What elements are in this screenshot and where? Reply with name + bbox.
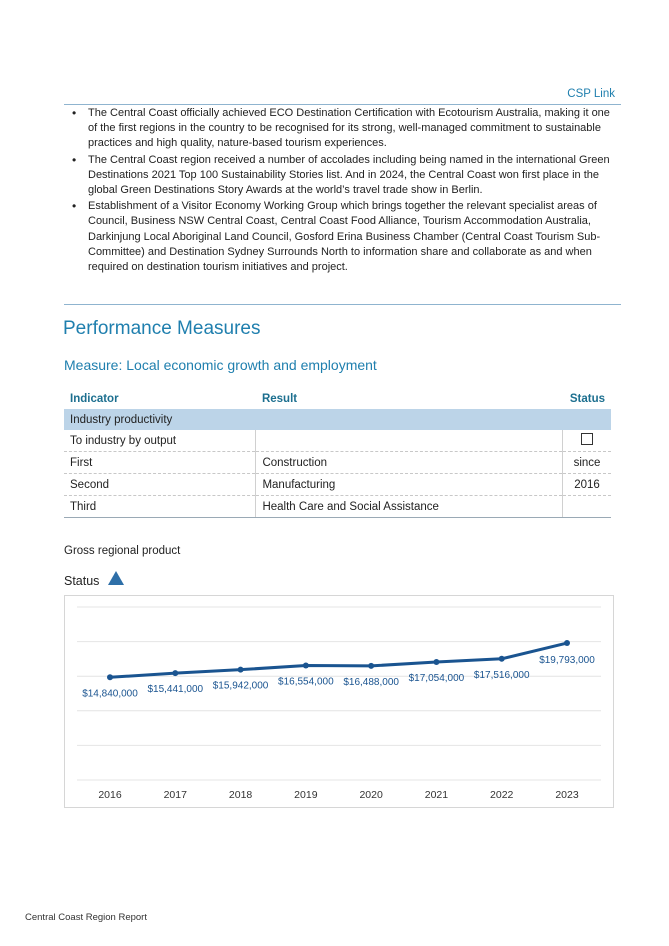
header-indicator: Indicator xyxy=(70,392,119,405)
row-status: 2016 xyxy=(563,474,612,496)
x-tick-label: 2021 xyxy=(424,789,449,801)
row-indicator: To industry by output xyxy=(64,430,256,452)
x-tick-label: 2017 xyxy=(163,789,187,801)
data-label: $16,554,000 xyxy=(278,676,334,688)
data-label: $14,840,000 xyxy=(82,688,138,700)
row-result xyxy=(256,430,563,452)
x-tick-label: 2018 xyxy=(228,789,253,801)
data-point xyxy=(303,662,309,668)
data-label: $16,488,000 xyxy=(343,676,399,688)
row-status xyxy=(563,430,612,452)
row-result: Health Care and Social Assistance xyxy=(256,496,563,518)
data-point xyxy=(368,663,374,669)
data-label: $19,793,000 xyxy=(539,655,595,667)
achievements-list xyxy=(64,106,621,276)
list-item: • Establishment of a Visitor Economy Working Group which brings together the relevant specialist areas of Council, Business NSW Central Coast, Central Coast Food Alliance, Tourism Accommodation Australia, Darkinjung Local Aboriginal Land Council, Gosford Erina Business Chamber (Central Coast Tourism Sub-Committee) and Destination Sydney Surrounds North to information share and collaborate as and when required on destination tourism initiatives and project. xyxy=(64,199,621,275)
table-group-row xyxy=(64,409,611,430)
row-indicator: First xyxy=(64,452,256,474)
x-tick-label: 2023 xyxy=(555,789,579,801)
gross-regional-product-chart xyxy=(64,595,614,808)
x-tick-label: 2016 xyxy=(98,789,122,801)
list-item: • The Central Coast officially achieved ECO Destination Certification with Ecotourism Australia, making it one of the first regions in the country to be recognised for its strong, well-managed commitment to sustainable practices and high quality, nature-based tourism experiences. xyxy=(64,106,621,152)
x-tick-label: 2022 xyxy=(490,789,514,801)
data-point xyxy=(107,674,113,680)
bottom-divider xyxy=(64,304,621,305)
csp-link[interactable]: CSP Link xyxy=(567,88,615,100)
data-point xyxy=(433,659,439,665)
group-label: Industry productivity xyxy=(64,409,611,430)
row-result: Manufacturing xyxy=(256,474,563,496)
row-indicator: Second xyxy=(64,474,256,496)
header-result: Result xyxy=(261,392,298,405)
row-status xyxy=(563,496,612,518)
x-tick-label: 2020 xyxy=(359,789,383,801)
gross-regional-product-label: Gross regional product xyxy=(64,545,181,557)
row-status: since xyxy=(563,452,612,474)
data-point xyxy=(564,640,570,646)
top-divider xyxy=(64,104,621,105)
row-result: Construction xyxy=(256,452,563,474)
measure-title: Measure: Local economic growth and employment xyxy=(64,357,377,373)
x-tick-label: 2019 xyxy=(294,789,318,801)
indicator-table xyxy=(64,388,611,518)
table-row xyxy=(64,496,611,518)
data-point xyxy=(172,670,178,676)
data-point xyxy=(238,667,244,673)
table-row xyxy=(64,430,611,452)
chart-svg xyxy=(65,596,613,807)
data-label: $15,441,000 xyxy=(147,684,204,696)
status-label: Status xyxy=(64,574,100,588)
row-indicator: Third xyxy=(64,496,256,518)
list-item: • The Central Coast region received a number of accolades including being named in the international Green Destinations 2021 Top 100 Sustainability Stories list. And in 2024, the Central Coast won first place in the global Green Destinations Story Awards at the world’s travel trade show in Berlin. xyxy=(64,153,621,199)
data-point xyxy=(499,656,505,662)
header-status: Status xyxy=(569,392,605,405)
table-row xyxy=(64,452,611,474)
data-label: $17,516,000 xyxy=(473,669,530,681)
table-header-row xyxy=(64,388,611,409)
table-row xyxy=(64,474,611,496)
status-up-triangle-icon xyxy=(108,571,124,585)
checkbox-icon xyxy=(581,433,593,445)
data-label: $15,942,000 xyxy=(212,680,269,692)
section-title: Performance Measures xyxy=(63,318,261,339)
footer-text: Central Coast Region Report xyxy=(25,912,147,923)
data-label: $17,054,000 xyxy=(408,672,465,684)
